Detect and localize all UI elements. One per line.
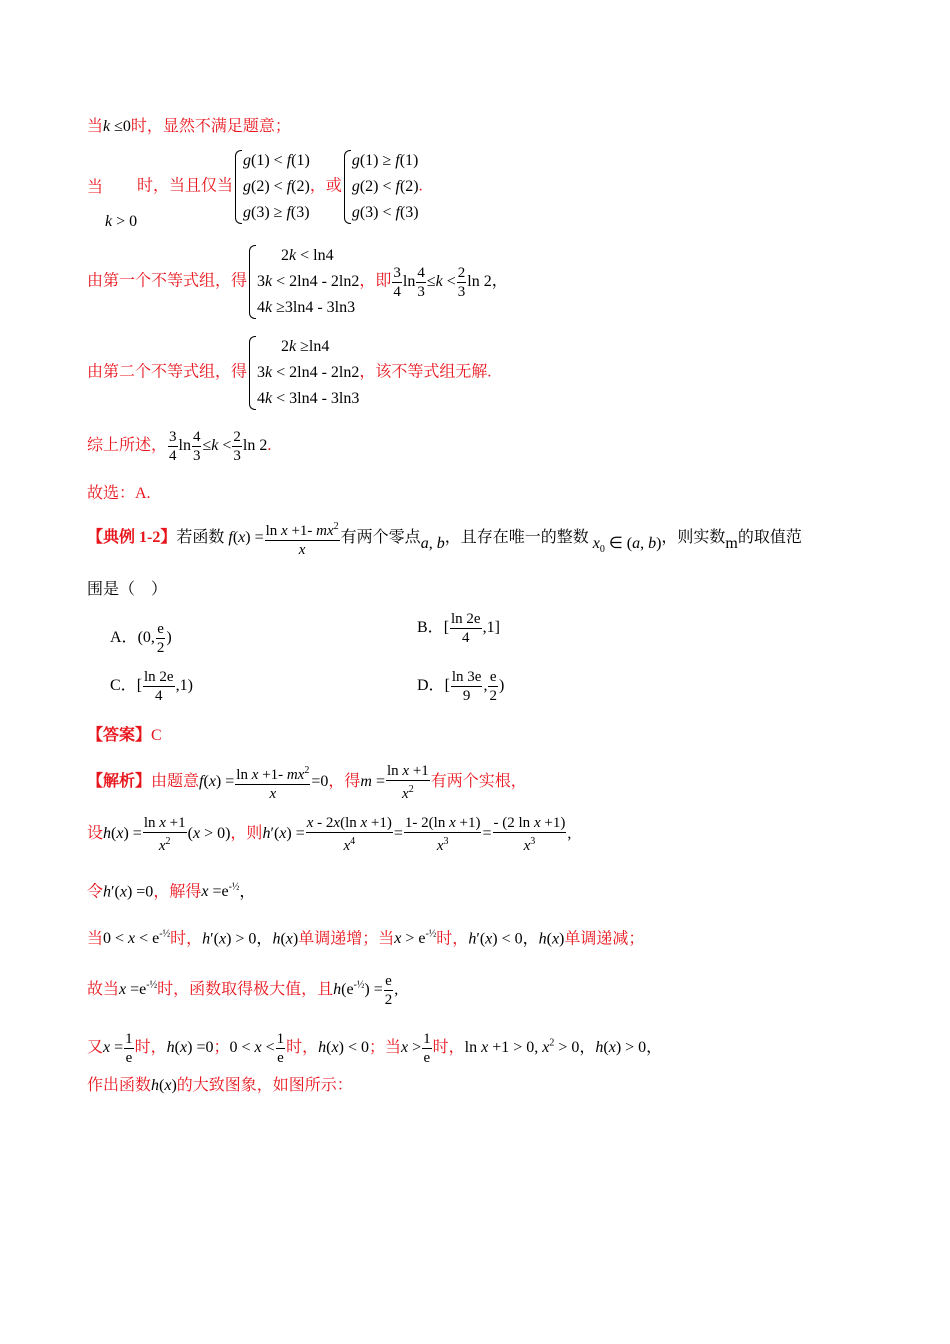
system-1: 2k < ln4 3k < 2ln4 - 2ln2 4k ≥3ln4 - 3ln3 [247, 243, 359, 321]
answer: 【答案】C [87, 727, 162, 744]
analysis-line-3: 令h′(x) =0，解得$x =e^{-\frac{1}{2}}$， [87, 882, 256, 901]
analysis-line-2: 设h(x) = $\frac{\text{ln x +1}}{x^2}$ (x > 0)，则h′(x) = $\frac{\text{x - 2x(ln x +1)}}{x^4}$ = $\frac{\text{1- 2(ln x +1)}}{x^3}$ = $\frac{\text{- (2 ln x +1)}}{x^3}$ , [87, 815, 572, 854]
option-c[interactable]: C．[ $\frac{\ln 2e}{4}$ ,1) [110, 669, 193, 704]
line-k-positive: 当 k > 0 时，当且仅当 g(1) < f(1) g(2) < f(2) g(3) ≥ f(3) ，或 g(1) ≥ f(1) g(2) < f(2) g(3) < f(3) . [87, 148, 423, 226]
system-2: 2k ≥ln4 3k < 2ln4 - 2ln2 4k < 3ln4 - 3ln3 [247, 334, 359, 412]
analysis-line-6: 又x = $\frac{1}{e}$ 时，h(x) =0；0 < x < $\frac{1}{e}$ 时，h(x) < 0；当x > $\frac{1}{e}$ 时，ln x +1 > 0, $x^2 > 0$，h(x) > 0， [87, 1031, 663, 1066]
example-question-tail: 围是（ ） [87, 581, 168, 598]
line-first-system: 由第一个不等式组，得 2k < ln4 3k < 2ln4 - 2ln2 4k ≥3ln4 - 3ln3 ，即 $\frac{3}{4}$ ln $\frac{4}{3}$ ≤k < $\frac{2}{3}$ ln 2， [87, 243, 508, 321]
option-d[interactable]: D．[ $\frac{\ln 3e}{9}$ , $\frac{e}{2}$ ) [417, 669, 505, 704]
line-conclusion: 综上所述， $\frac{3}{4}$ ln $\frac{4}{3}$ ≤k < $\frac{2}{3}$ ln 2. [87, 429, 272, 464]
k-range-1: $\frac{3}{4}$ ln $\frac{4}{3}$ ≤k < $\frac{2}{3}$ ln 2 [393, 264, 492, 300]
example-question: 【典例 1-2】若函数 f(x) = $\frac{\ln x +1- mx^2}{x}$ 有两个零点a, b，且存在唯一的整数 $x_0$ ∈ (a, b)，则实数m的取值范 [87, 518, 802, 559]
line-choose: 故选：A. [87, 485, 151, 502]
analysis-line-5: 故当$x =e^{-\frac{1}{2}}$时，函数取得极大值，且$h(e^{-\frac{1}{2}})$ = $\frac{e}{2}$ , [87, 973, 399, 1008]
option-b[interactable]: B．[ $\frac{\ln 2e}{4}$ ,1] [417, 611, 500, 646]
line-second-system: 由第二个不等式组，得 2k ≥ln4 3k < 2ln4 - 2ln2 4k < 3ln4 - 3ln3 ，该不等式组无解. [87, 334, 491, 412]
option-a[interactable]: A．(0, $\frac{e}{2}$ ) [110, 621, 172, 656]
analysis-line-7: 作出函数h(x)的大致图象，如图所示： [87, 1077, 353, 1094]
system-a: g(1) < f(1) g(2) < f(2) g(3) ≥ f(3) [233, 148, 310, 226]
system-b: g(1) ≥ f(1) g(2) < f(2) g(3) < f(3) [342, 148, 419, 226]
analysis-line-4: 当$0 < x < e^{-\frac{1}{2}}$时，h′(x) > 0，h(x)单调递增；当$x > e^{-\frac{1}{2}}$时，h′(x) < 0，h(x)单调递减； [87, 929, 645, 948]
analysis-line-1: 【解析】由题意f(x) = $\frac{\ln x +1- mx^2}{x}$ =0，得m = $\frac{\text{ln x +1}}{x^2}$ 有两个实根， [87, 763, 527, 802]
line-k-nonpositive: 当k ≤0时，显然不满足题意； [87, 118, 291, 135]
k-range-final: $\frac{3}{4}$ ln $\frac{4}{3}$ ≤k < $\frac{2}{3}$ ln 2 [169, 429, 268, 464]
